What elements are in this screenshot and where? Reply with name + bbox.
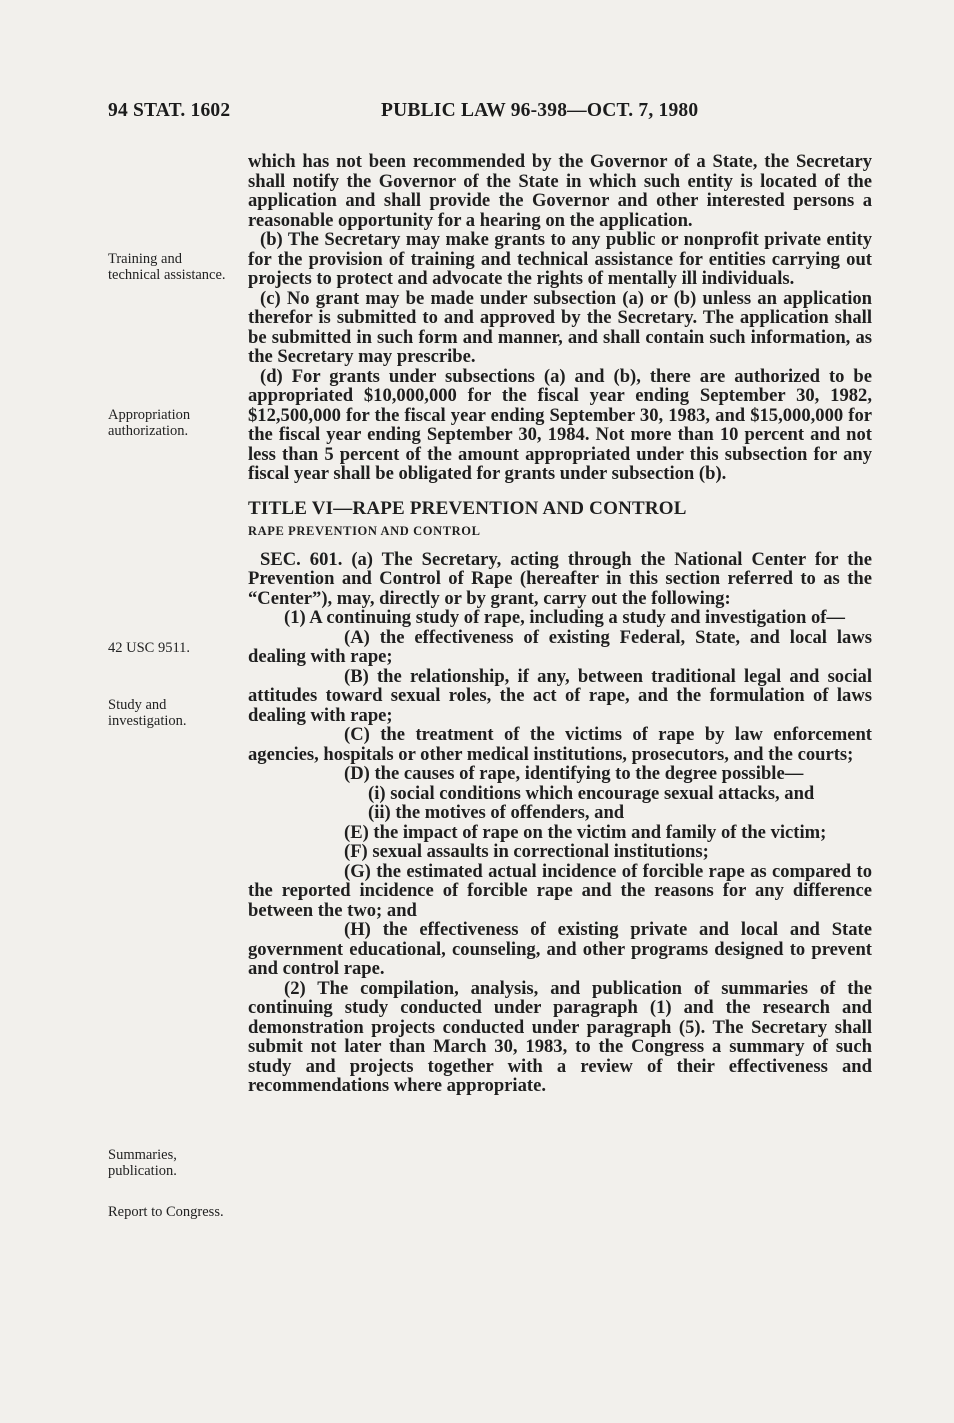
paragraph-subsection-c: (c) No grant may be made under subsection (a) or (b) unless an application therefor is submitted to and approved by the Secretary. The application shall be submitted in such form and manner, and shall contain such information, as the Secretary may prescribe. (248, 287, 872, 367)
margin-note-training: Training and technical assistance. (108, 251, 226, 283)
paragraph-item-D: (D) the causes of rape, identifying to the degree possible— (344, 763, 804, 784)
paragraph-item-2: (2) The compilation, analysis, and publication of summaries of the continuing study conducted under paragraph (1) and the research and demonstration projects conducted under paragraph (5). The Secretary shall submit not later than March 30, 1983, to the Congress a summary of such study and projects together with a review of their effectiveness and recommendations where appropriate. (248, 977, 872, 1096)
document-body (248, 152, 872, 1096)
margin-note-appropriation: Appropriation authorization. (108, 407, 191, 439)
paragraph-section-601: SEC. 601. (a) The Secretary, acting through the National Center for the Prevention and Control of Rape (hereafter in this section referred to as the “Center”), may, directly or by grant, carry out the following: (248, 548, 872, 609)
paragraph-item-C: (C) the treatment of the victims of rape by law enforcement agencies, hospitals or other medical institutions, prosecutors, and the courts; (248, 724, 872, 765)
paragraph-item-F: (F) sexual assaults in correctional institutions; (344, 841, 709, 862)
margin-note-study: Study and investigation. (108, 697, 187, 729)
section-heading: RAPE PREVENTION AND CONTROL (248, 524, 481, 538)
statute-page-number: 94 STAT. 1602 (108, 100, 231, 121)
title-heading: TITLE VI—RAPE PREVENTION AND CONTROL (248, 497, 687, 519)
paragraph-continuation: which has not been recommended by the Governor of a State, the Secretary shall notify the Governor of the State in which such entity is located of the application and shall provide the Governor and other interested persons a reasonable opportunity for a hearing on the application. (248, 151, 872, 231)
margin-note-report: Report to Congress. (108, 1204, 224, 1220)
paragraph-item-1: (1) A continuing study of rape, including a study and investigation of— (284, 607, 846, 628)
public-law-title: PUBLIC LAW 96-398—OCT. 7, 1980 (381, 100, 699, 121)
paragraph-item-A: (A) the effectiveness of existing Federal, State, and local laws dealing with rape; (248, 626, 872, 667)
margin-note-summaries: Summaries, publication. (108, 1147, 177, 1179)
paragraph-item-E: (E) the impact of rape on the victim and family of the victim; (344, 821, 827, 843)
paragraph-subsection-b: (b) The Secretary may make grants to any public or nonprofit private entity for the provision of training and technical assistance for entities carrying out projects to protect and advocate the rights of mentally ill individuals. (248, 229, 872, 289)
paragraph-item-D-ii: (ii) the motives of offenders, and (368, 802, 625, 823)
paragraph-subsection-d: (d) For grants under subsections (a) and (b), there are authorized to be appropriated $10,000,000 for the fiscal year ending September 30, 1982, $12,500,000 for the fiscal year ending September 30, 1983, and $15,000,000 for the fiscal year ending September 30, 1984. Not more than 10 percent and not less than 5 percent of the amount appropriated under this subsection for any fiscal year shall be obligated for grants under subsection (b). (248, 365, 872, 484)
paragraph-item-B: (B) the relationship, if any, between traditional legal and social attitudes toward sexual roles, the act of rape, and the formulation of laws dealing with rape; (248, 665, 872, 726)
paragraph-item-D-i: (i) social conditions which encourage sexual attacks, and (368, 782, 815, 804)
margin-note-usc: 42 USC 9511. (108, 640, 191, 656)
paragraph-item-H: (H) the effectiveness of existing private and local and State government educational, counseling, and other programs designed to prevent and control rape. (248, 919, 872, 979)
paragraph-item-G: (G) the estimated actual incidence of forcible rape as compared to the reported incidence of forcible rape and the reasons for any difference between the two; and (248, 860, 872, 921)
